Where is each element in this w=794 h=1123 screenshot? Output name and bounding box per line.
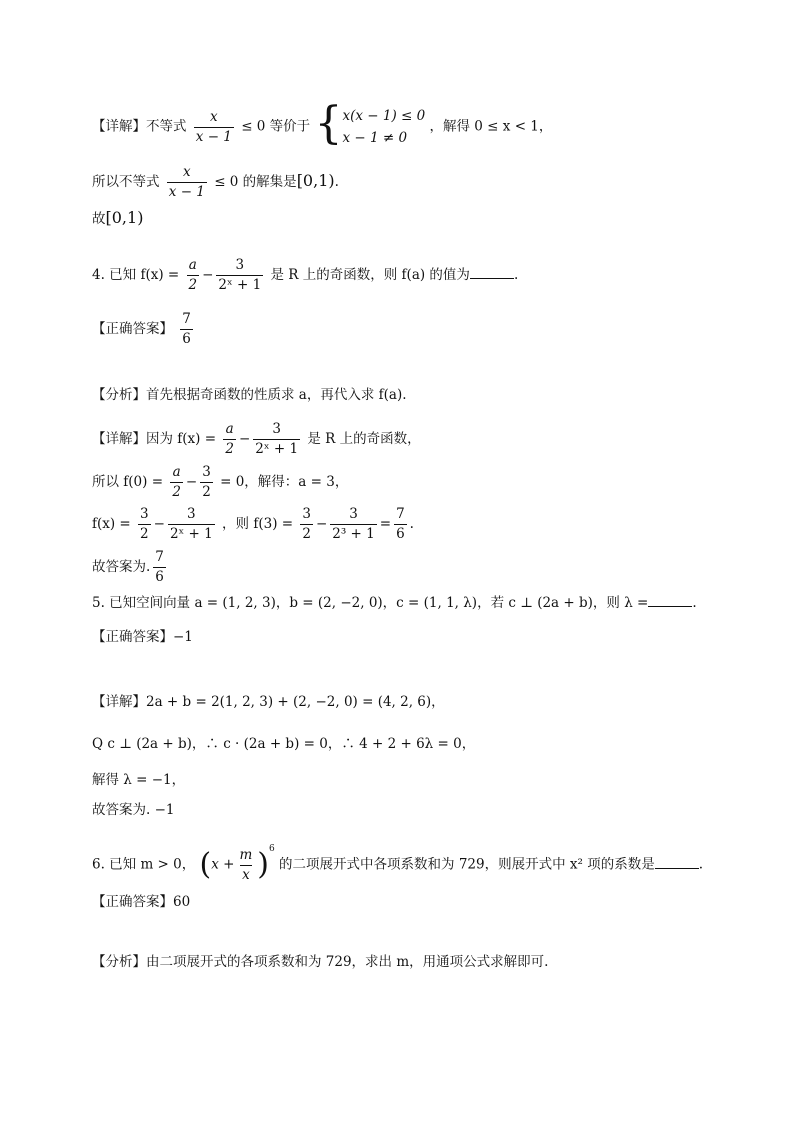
numerator: 3 (202, 464, 211, 480)
right-paren-icon: ) (257, 847, 270, 882)
analysis-text: 由二项展开式的各项系数和为 729，求出 m，用通项公式求解即可. (146, 954, 549, 970)
text: . (698, 856, 704, 873)
analysis-tag: 【分析】 (92, 387, 146, 403)
fraction (330, 507, 376, 542)
answer-blank (470, 264, 514, 279)
text: 故 (92, 211, 106, 227)
answer-5 (92, 627, 193, 647)
denominator: 2ˣ + 1 (169, 526, 213, 542)
fraction (187, 258, 200, 293)
text: x + (211, 856, 235, 873)
detail-tag: 【详解】 (92, 118, 146, 135)
detail-4d (92, 550, 169, 585)
numerator: 3 (349, 506, 358, 522)
text: . (334, 174, 339, 190)
answer-tag: 【正确答案】 (92, 894, 173, 910)
denominator: 2ˣ + 1 (218, 277, 262, 293)
denominator: 2 (140, 526, 149, 542)
answer-blank (648, 592, 692, 607)
numerator: 3 (187, 506, 196, 522)
operator: − (202, 267, 214, 283)
text: 所以不等式 (92, 174, 160, 190)
text: 4. 已知 f(x) = (92, 267, 180, 283)
detail-line-3 (92, 98, 553, 149)
operator: − (153, 516, 165, 532)
detail-5b (92, 734, 475, 754)
denominator: 2 (225, 441, 234, 457)
denominator: 2 (202, 484, 211, 500)
answer-value: 60 (173, 894, 191, 910)
analysis-text: 首先根据奇函数的性质求 a，再代入求 f(a). (146, 387, 407, 403)
text: ≤ 0 的解集是 (214, 174, 297, 190)
text: 故答案为. (92, 559, 151, 575)
detail-5d (92, 800, 174, 820)
text: 是 R 上的奇函数， (307, 431, 421, 447)
fraction (180, 312, 193, 347)
analysis-6 (92, 952, 548, 972)
numerator: 7 (396, 506, 405, 522)
text: 的二项展开式中各项系数和为 729，则展开式中 x² 项的系数是 (279, 856, 655, 873)
left-paren-icon: ( (199, 847, 212, 882)
text: 6. 已知 m > 0， (92, 856, 196, 873)
detail-4a (92, 422, 421, 457)
denominator: 6 (182, 331, 191, 347)
text: . (409, 516, 414, 532)
fraction (223, 422, 236, 457)
numerator: 7 (182, 311, 191, 327)
text: 是 R 上的奇函数，则 f(a) 的值为 (270, 267, 470, 283)
solution-line-3 (92, 165, 339, 200)
fraction (168, 507, 215, 542)
interval: [0,1) (105, 208, 144, 227)
answer-tag: 【正确答案】 (92, 629, 173, 645)
denominator: 2³ + 1 (332, 526, 375, 542)
denominator: 2 (172, 484, 181, 500)
fraction (138, 507, 151, 542)
denominator: x − 1 (168, 184, 205, 200)
numerator: 3 (302, 506, 311, 522)
fraction (394, 507, 407, 542)
fraction (194, 110, 234, 145)
answer-4 (92, 312, 196, 347)
text: 2a + b = 2(1, 2, 3) + (2, −2, 0) = (4, 2, 6)， (146, 694, 445, 710)
answer-tag: 【正确答案】 (92, 321, 173, 337)
denominator: x (242, 866, 250, 883)
text: . (692, 595, 697, 611)
operator: = (379, 516, 392, 532)
detail-5a (92, 692, 445, 712)
denominator: 6 (396, 526, 405, 542)
operator: − (238, 431, 251, 447)
denominator: x − 1 (195, 128, 232, 145)
question-5 (92, 592, 697, 613)
text: 因为 f(x) = (146, 431, 217, 447)
denominator: 6 (155, 569, 164, 585)
exponent: 6 (269, 844, 275, 854)
fraction (153, 550, 166, 585)
detail-text: ，解得 0 ≤ x < 1， (429, 118, 553, 135)
answer-blank (655, 854, 699, 869)
numerator: 3 (140, 506, 149, 522)
interval: [0,1) (296, 171, 335, 190)
numerator: x (210, 108, 218, 125)
question-4 (92, 258, 518, 293)
text: 所以 f(0) = (92, 474, 164, 490)
answer-value: −1 (173, 629, 193, 645)
denominator: 2 (302, 526, 311, 542)
operator: − (185, 474, 198, 490)
answer-6 (92, 892, 190, 912)
fraction (237, 848, 254, 883)
detail-5c (92, 770, 185, 790)
fraction (200, 465, 213, 500)
numerator: a (188, 257, 197, 273)
detail-tag: 【详解】 (92, 694, 146, 710)
text: = 0，解得：a = 3， (220, 474, 349, 490)
question-text: 5. 已知空间向量 a = (1, 2, 3)，b = (2, −2, 0)，c = (1, 1, λ)，若 c ⊥ (2a + b)，则 λ = (92, 595, 649, 611)
text: . (513, 267, 519, 283)
denominator: 2 (188, 277, 198, 293)
numerator: 3 (235, 257, 245, 273)
numerator: x (183, 164, 191, 180)
detail-4b (92, 465, 348, 500)
equation-system (342, 105, 425, 149)
system-row: x − 1 ≠ 0 (342, 130, 408, 146)
text: 故答案为. −1 (92, 802, 175, 818)
fraction (300, 507, 313, 542)
left-brace-icon: { (314, 98, 343, 149)
detail-4c (92, 507, 414, 542)
numerator: 3 (272, 421, 281, 437)
fraction (170, 465, 183, 500)
text: ，则 f(3) = (222, 516, 294, 532)
operator: − (315, 516, 328, 532)
denominator: 2ˣ + 1 (255, 441, 299, 457)
system-row: x(x − 1) ≤ 0 (342, 108, 426, 124)
numerator: 7 (155, 549, 164, 565)
question-6 (92, 845, 703, 885)
numerator: a (172, 464, 181, 480)
text: Q c ⊥ (2a + b)，∴ c · (2a + b) = 0，∴ 4 + 2 + 6λ = 0， (92, 736, 476, 752)
detail-text: 不等式 (146, 118, 187, 135)
answer-line-3 (92, 208, 143, 229)
analysis-4 (92, 385, 407, 405)
analysis-tag: 【分析】 (92, 954, 146, 970)
fraction (167, 165, 207, 200)
numerator: a (225, 421, 234, 437)
detail-text: ≤ 0 等价于 (241, 118, 311, 135)
text: 解得 λ = −1， (92, 772, 186, 788)
fraction (216, 258, 263, 293)
fraction (253, 422, 300, 457)
numerator: m (239, 846, 253, 863)
text: f(x) = (92, 516, 131, 532)
detail-tag: 【详解】 (92, 431, 146, 447)
